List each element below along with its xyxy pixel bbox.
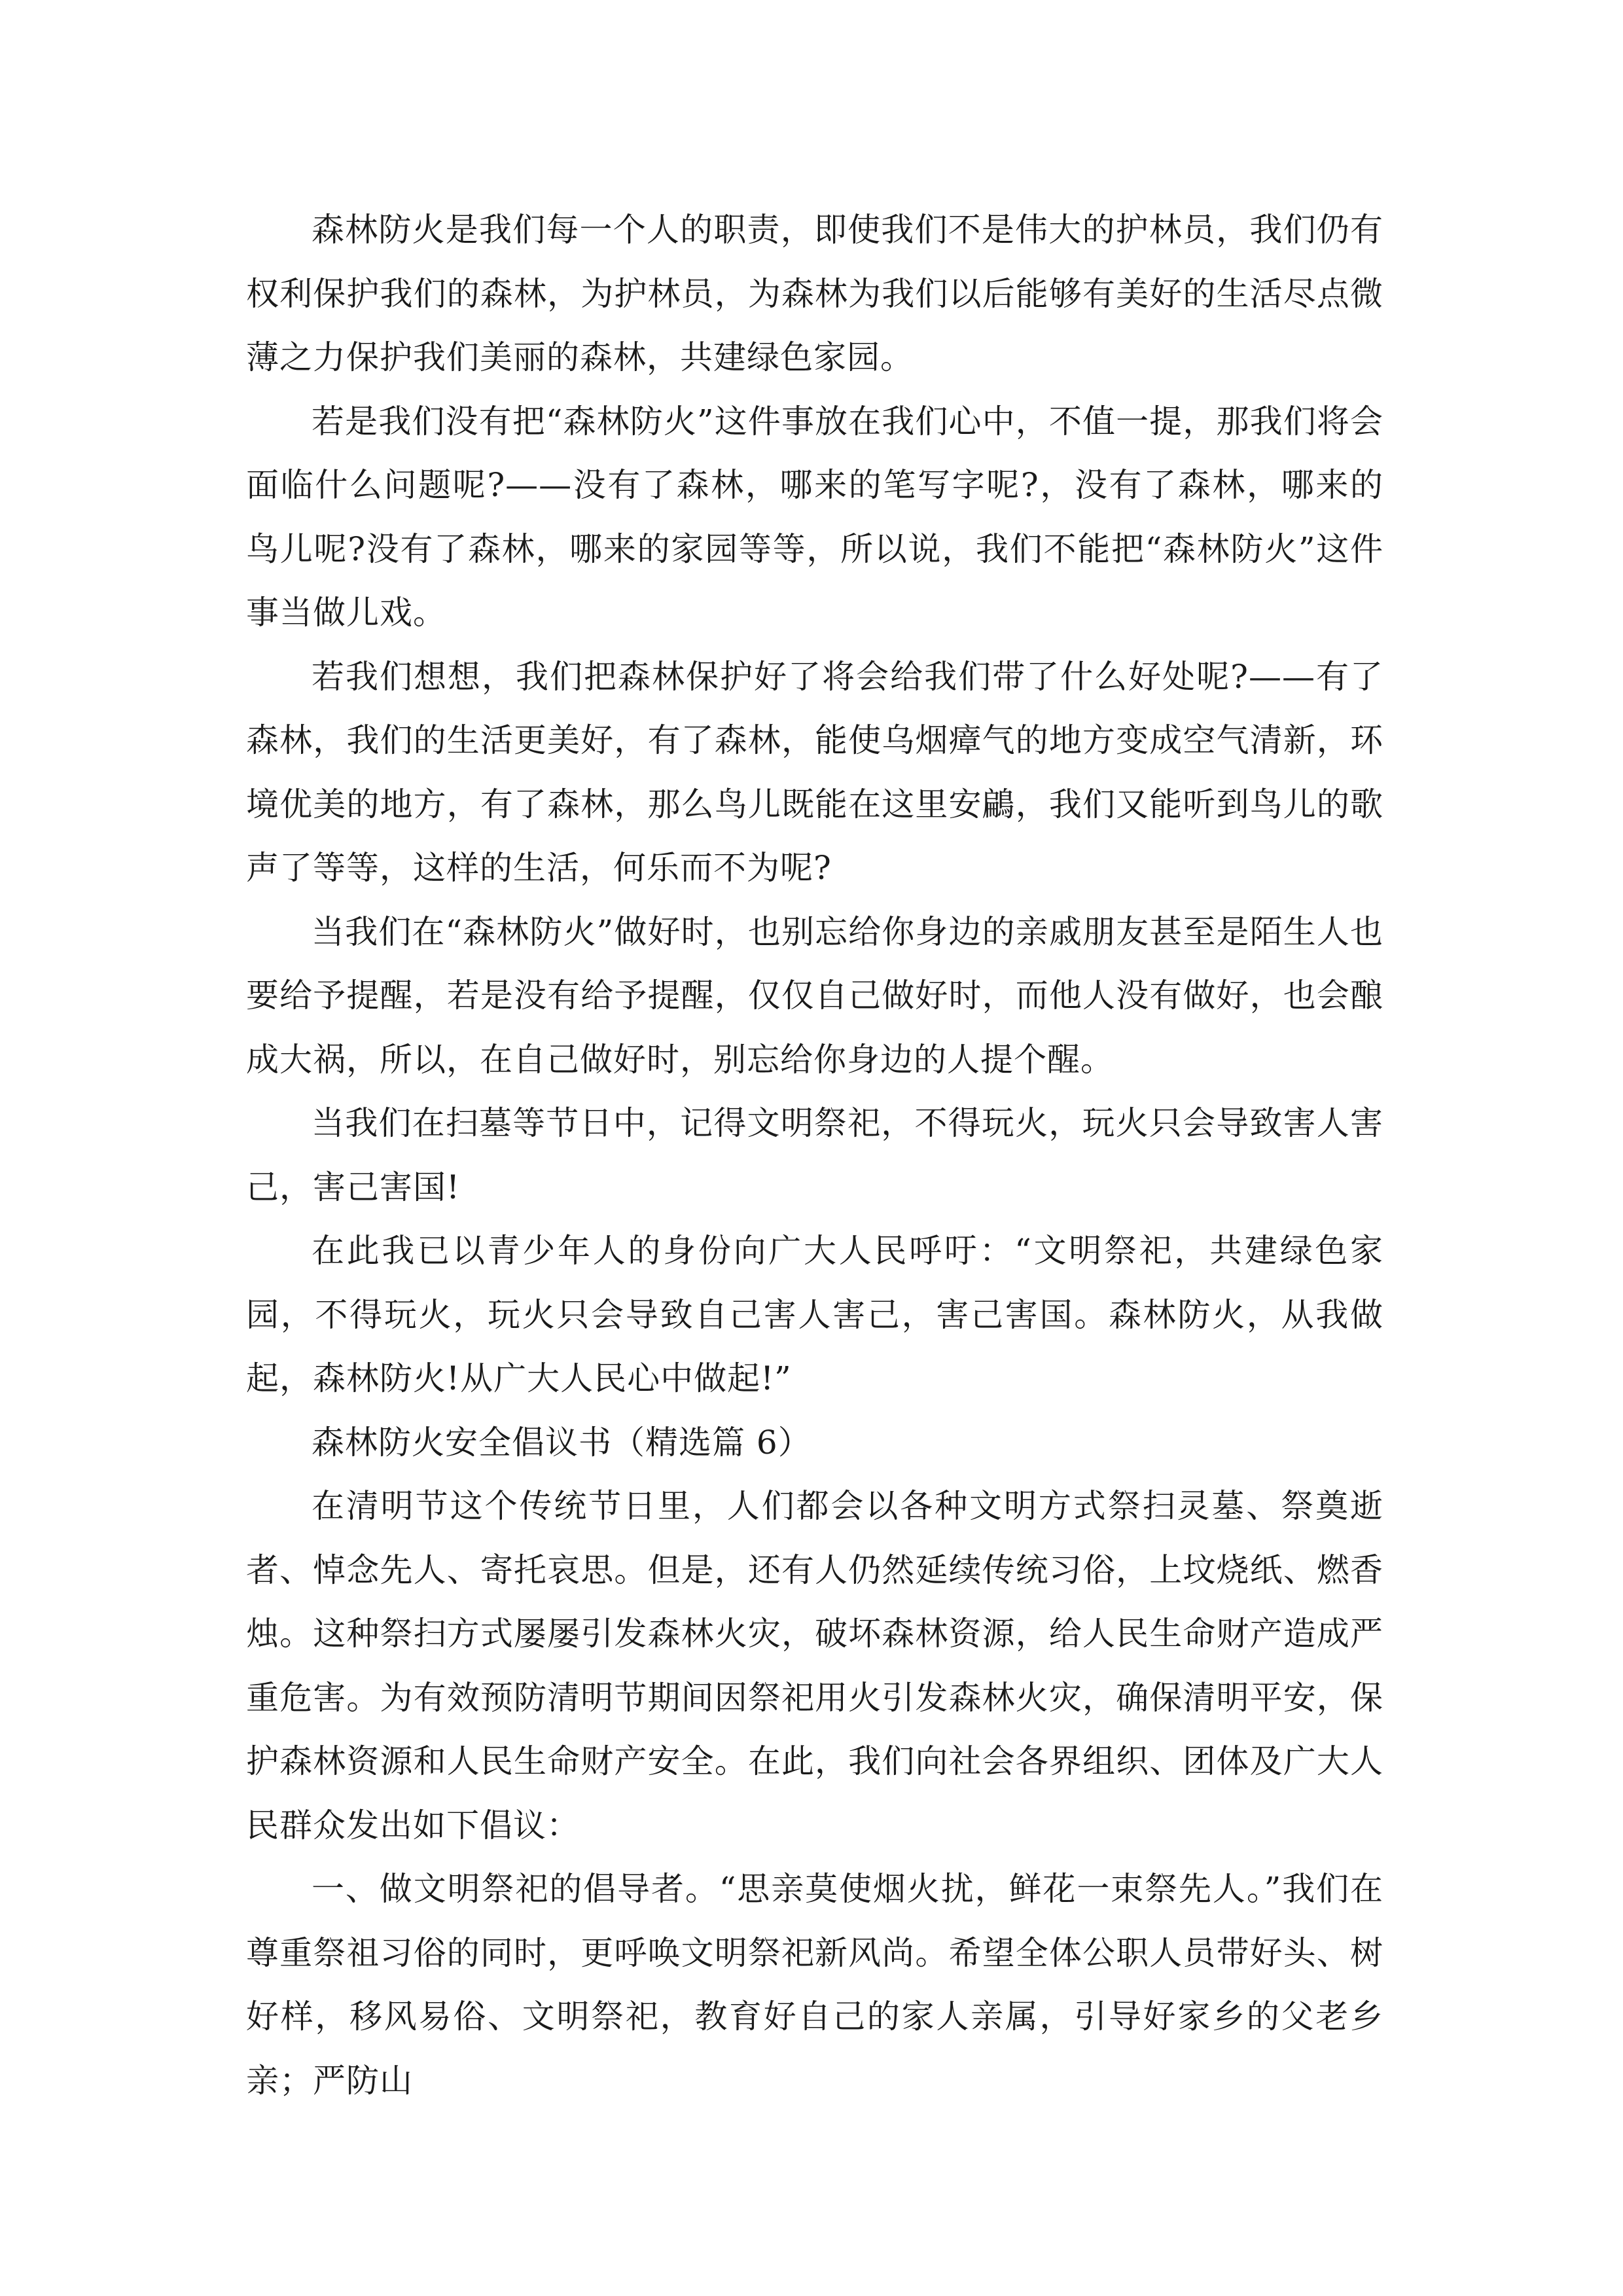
paragraph-3: 若我们想想，我们把森林保护好了将会给我们带了什么好处呢?——有了森林，我们的生活更美好，有了森林，能使乌烟瘴气的地方变成空气清新，环境优美的地方，有了森林，那么鸟儿既能在这里安鶣，我们又能听到鸟儿的歌声了等等，这样的生活，何乐而不为呢? [246,657,1383,887]
section-paragraph-1: 在清明节这个传统节日里，人们都会以各种文明方式祭扫灵墓、祭奠逝者、悼念先人、寄托哀思。但是，还有人仍然延续传统习俗，上坟烧纸、燃香烛。这种祭扫方式屡屡引发森林火灾，破坏森林资源，给人民生命财产造成严重危害。为有效预防清明节期间因祭祀用火引发森林火灾，确保清明平安，保护森林资源和人民生命财产安全。在此，我们向社会各界组织、团体及广大人民群众发出如下倡议： [246,1487,1383,1844]
document-body [246,198,1383,2113]
paragraph-2: 若是我们没有把“森林防火”这件事放在我们心中，不值一提，那我们将会面临什么问题呢?——没有了森林，哪来的笔写字呢?，没有了森林，哪来的鸟儿呢?没有了森林，哪来的家园等等，所以说，我们不能把“森林防火”这件事当做儿戏。 [246,402,1383,632]
paragraph-4: 当我们在“森林防火”做好时，也别忘给你身边的亲戚朋友甚至是陌生人也要给予提醒，若是没有给予提醒，仅仅自己做好时，而他人没有做好，也会酿成大祸，所以，在自己做好时，别忘给你身边的人提个醒。 [246,912,1383,1079]
paragraph-6: 在此我已以青少年人的身份向广大人民呼吁：“文明祭祀，共建绿色家园，不得玩火，玩火只会导致自己害人害己，害己害国。森林防火，从我做起，森林防火!从广大人民心中做起!” [246,1232,1383,1397]
paragraph-5: 当我们在扫墓等节日中，记得文明祭祀，不得玩火，玩火只会导致害人害己，害己害国! [246,1104,1383,1206]
section-paragraph-2: 一、做文明祭祀的倡导者。“思亲莫使烟火扰，鲜花一束祭先人。”我们在尊重祭祖习俗的同时，更呼唤文明祭祀新风尚。希望全体公职人员带好头、树好样，移风易俗、文明祭祀，教育好自己的家人亲属，引导好家乡的父老乡亲；严防山 [246,1870,1383,2100]
paragraph-1: 森林防火是我们每一个人的职责，即使我们不是伟大的护林员，我们仍有权利保护我们的森林，为护林员，为森林为我们以后能够有美好的生活尽点微薄之力保护我们美丽的森林，共建绿色家园。 [246,211,1383,376]
section-title: 森林防火安全倡议书（精选篇 6） [312,1423,812,1462]
